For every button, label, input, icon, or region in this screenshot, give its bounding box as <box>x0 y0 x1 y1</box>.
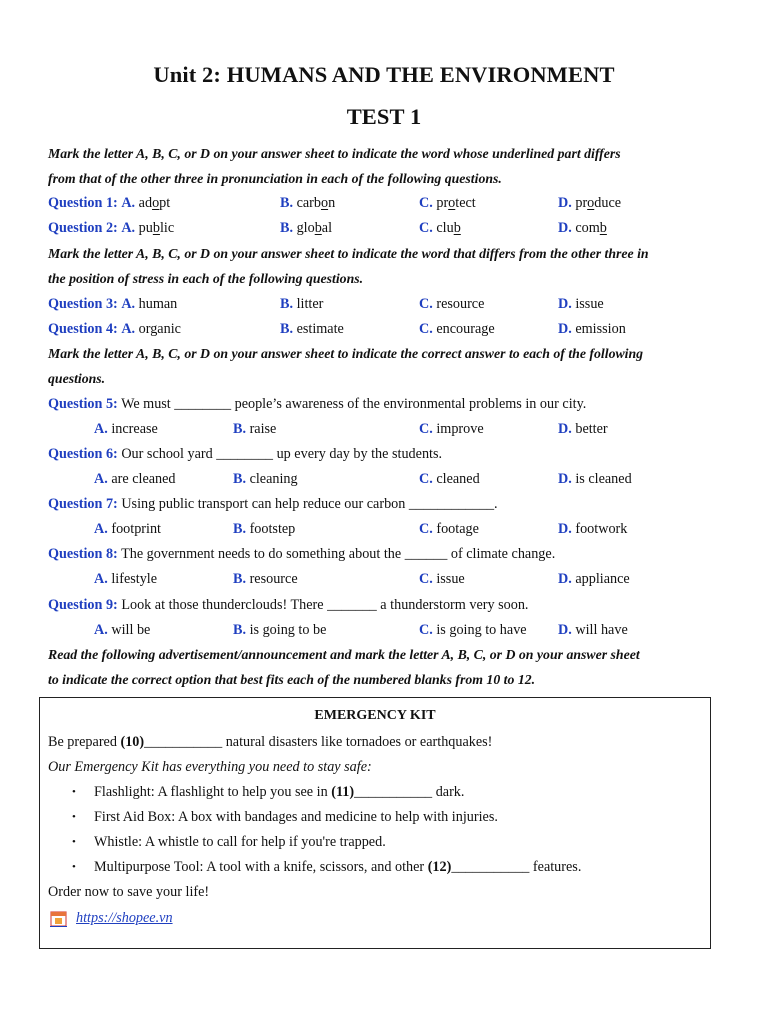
question-9: Question 9: Look at those thunderclouds! There _______ a thunderstorm very soon. <box>48 597 529 613</box>
question-5: Question 5: We must ________ people’s awareness of the environmental problems in our city. <box>48 396 587 412</box>
q2-option-c: C. club <box>419 220 461 236</box>
pronunciation-instruction-line-2: from that of the other three in pronunciation in each of the following questions. <box>48 171 502 186</box>
q4-option-d: D. emission <box>558 321 626 337</box>
q9-option-d: D. will have <box>558 622 628 638</box>
q3-option-a: human <box>138 296 178 312</box>
q9-option-a: A. will be <box>94 622 151 638</box>
bullet-icon: • <box>72 836 76 848</box>
q1-option-d: D. produce <box>558 195 622 211</box>
q7-option-a: A. footprint <box>94 521 161 537</box>
question-6: Question 6: Our school yard ________ up every day by the students. <box>48 446 443 462</box>
ad-line-order-now: Order now to save your life! <box>48 884 210 900</box>
q8-option-a: A. lifestyle <box>94 571 158 587</box>
emergency-kit-advertisement <box>39 697 711 949</box>
q7-option-b: B. footstep <box>233 521 296 537</box>
q3-option-b: B. litter <box>280 296 324 312</box>
q6-option-a: A. are cleaned <box>94 471 176 487</box>
q4-option-c: C. encourage <box>419 321 495 337</box>
q9-option-c: C. is going to have <box>419 622 527 638</box>
ad-title: EMERGENCY KIT <box>314 708 436 723</box>
q6-option-b: B. cleaning <box>233 471 298 487</box>
ad-line-kit-intro: Our Emergency Kit has everything you need to stay safe: <box>48 759 372 775</box>
question-1 <box>48 195 170 212</box>
q2-option-d: D. comb <box>558 220 607 236</box>
question-2-label: Question 2: <box>48 220 118 236</box>
ad-item-whistle: Whistle: A whistle to call for help if you're trapped. <box>94 834 386 850</box>
stress-instruction-line-1: Mark the letter A, B, C, or D on your answer sheet to indicate the word that differs from the other three in <box>48 246 649 261</box>
q7-option-d: D. footwork <box>558 521 628 537</box>
question-3: Question 3: A. human <box>48 296 178 312</box>
q2-option-b: B. global <box>280 220 333 236</box>
mc-instruction-line-2: questions. <box>48 371 106 386</box>
q3-option-d: D. issue <box>558 296 604 312</box>
q8-option-d: D. appliance <box>558 571 630 587</box>
q5-option-c: C. improve <box>419 421 484 437</box>
shopee-link[interactable]: https://shopee.vn <box>76 910 173 926</box>
ad-item-multipurpose-tool: Multipurpose Tool: A tool with a knife, scissors, and other (12)___________ features. <box>94 859 582 875</box>
reading-instruction-line-2: to indicate the correct option that best fits each of the numbered blanks from 10 to 12. <box>48 672 536 687</box>
unit-title: Unit 2: HUMANS AND THE ENVIRONMENT <box>153 62 615 87</box>
stress-instruction-line-2: the position of stress in each of the following questions. <box>48 271 364 286</box>
ad-item-first-aid: First Aid Box: A box with bandages and medicine to help with injuries. <box>94 809 498 825</box>
q8-option-b: B. resource <box>233 571 298 587</box>
q1-option-c: C. protect <box>419 195 476 211</box>
question-8: Question 8: The government needs to do something about the ______ of climate change. <box>48 546 556 562</box>
q4-option-a: organic <box>138 321 181 337</box>
q1-option-a: adopt <box>138 195 171 211</box>
pronunciation-instruction-line-1: Mark the letter A, B, C, or D on your answer sheet to indicate the word whose underlined part differs <box>48 146 621 161</box>
q4-option-b: B. estimate <box>280 321 344 337</box>
question-7: Question 7: Using public transport can help reduce our carbon ____________. <box>48 496 498 512</box>
q1-option-a-letter: A. <box>121 195 136 211</box>
q2-option-a: public <box>138 220 175 236</box>
question-1-label: Question 1: <box>48 195 118 211</box>
q3-option-c: C. resource <box>419 296 485 312</box>
ad-item-flashlight: Flashlight: A flashlight to help you see in (11)___________ dark. <box>94 784 465 800</box>
bullet-icon: • <box>72 811 76 823</box>
q1-option-b: B. carbon <box>280 195 336 211</box>
question-4: Question 4: A. organic <box>48 321 181 337</box>
shop-calendar-icon <box>50 910 67 927</box>
q9-option-b: B. is going to be <box>233 622 327 638</box>
bullet-icon: • <box>72 786 76 798</box>
q6-option-c: C. cleaned <box>419 471 480 487</box>
q7-option-c: C. footage <box>419 521 479 537</box>
q5-option-a: A. increase <box>94 421 158 437</box>
q5-option-b: B. raise <box>233 421 277 437</box>
bullet-icon: • <box>72 861 76 873</box>
question-2: Question 2: A. public <box>48 220 175 236</box>
q5-option-d: D. better <box>558 421 608 437</box>
reading-instruction-line-1: Read the following advertisement/announcement and mark the letter A, B, C, or D on your answer sheet <box>48 647 640 662</box>
ad-line-be-prepared: Be prepared (10)___________ natural disasters like tornadoes or earthquakes! <box>48 734 493 750</box>
test-title: TEST 1 <box>346 104 422 129</box>
q8-option-c: C. issue <box>419 571 465 587</box>
mc-instruction-line-1: Mark the letter A, B, C, or D on your answer sheet to indicate the correct answer to each of the following <box>48 346 644 361</box>
q6-option-d: D. is cleaned <box>558 471 632 487</box>
